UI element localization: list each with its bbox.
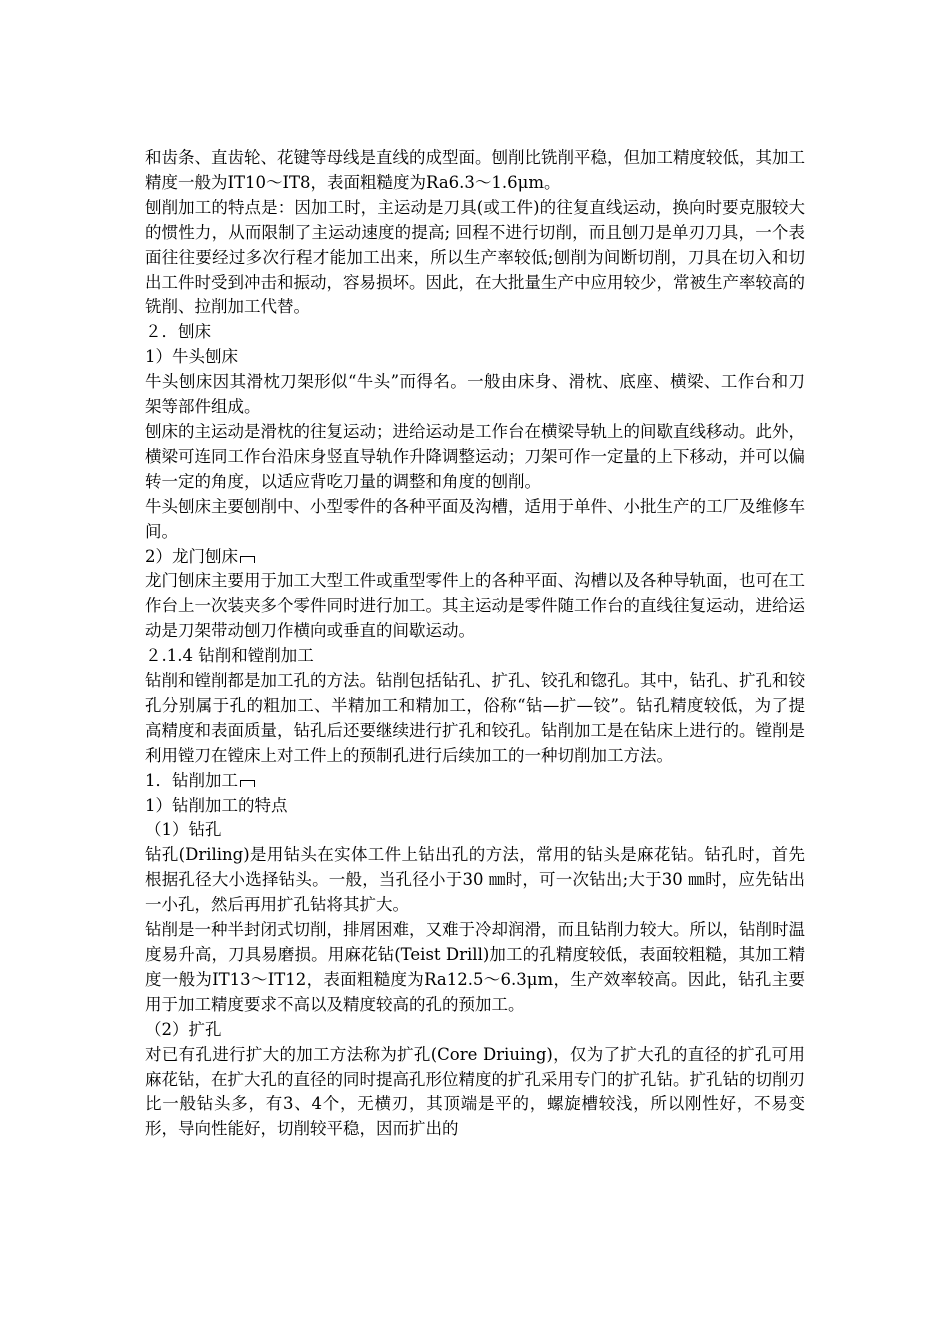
subsection-heading: 1）牛头刨床 xyxy=(145,347,238,367)
paragraph: 和齿条、直齿轮、花键等母线是直线的成型面。刨削比铣削平稳，但加工精度较低，其加工精度一般为IT10～IT8，表面粗糙度为Ra6.3～1.6μm。 xyxy=(145,148,805,192)
section-heading: ２.1.4 钻削和镗削加工 xyxy=(145,646,314,666)
paragraph-return-mark-icon xyxy=(240,556,255,563)
paragraph: 刨削加工的特点是：因加工时，主运动是刀具(或工件)的往复直线运动，换向时要克服较大的惯性力，从而限制了主运动速度的提高; 回程不进行切削，而且刨刀是单刃刀具，一个表面往往要经过多次行程才能加工出来，所以生产率较低;刨削为间断切削，刀具在切入和切出工件时受到冲击和振动，容易损坏。因此，在大批量生产中应用较少，常被生产率较高的铣削、拉削加工代替。 xyxy=(145,197,805,317)
paragraph: 钻削是一种半封闭式切削，排屑困难，又难于冷却润滑，而且钻削力较大。所以，钻削时温度易升高，刀具易磨损。用麻花钻(Teist Drill)加工的孔精度较低，表面较粗糙，其加工精度一般为IT13～IT12，表面粗糙度为Ra12.5～6.3μm，生产效率较高。因此，钻孔主要用于加工精度要求不高以及精度较高的孔的预加工。 xyxy=(145,920,805,1014)
subsection-heading: （2）扩孔 xyxy=(145,1019,222,1039)
paragraph: 龙门刨床主要用于加工大型工件或重型零件上的各种平面、沟槽以及各种导轨面，也可在工作台上一次装夹多个零件同时进行加工。其主运动是零件随工作台的直线往复运动，进给运动是刀架带动刨刀作横向或垂直的间歇运动。 xyxy=(145,571,805,641)
section-heading: 1．钻削加工 xyxy=(145,769,805,794)
paragraph: 牛头刨床因其滑枕刀架形似“牛头”而得名。一般由床身、滑枕、底座、横梁、工作台和刀架等部件组成。 xyxy=(145,372,805,417)
section-heading: ２．刨床 xyxy=(145,322,211,342)
paragraph: 钻孔(Driling)是用钻头在实体工件上钻出孔的方法，常用的钻头是麻花钻。钻孔时，首先根据孔径大小选择钻头。一般，当孔径小于30 ㎜时，可一次钻出;大于30 ㎜时，应先钻出一小孔，然后再用扩孔钻将其扩大。 xyxy=(145,845,805,915)
document-body xyxy=(145,146,805,1142)
paragraph: 刨床的主运动是滑枕的往复运动；进给运动是工作台在横梁导轨上的间歇直线移动。此外，横梁可连同工作台沿床身竖直导轨作升降调整运动；刀架可作一定量的上下移动，并可以偏转一定的角度，以适应背吃刀量的调整和角度的刨削。 xyxy=(145,421,805,491)
paragraph: 牛头刨床主要刨削中、小型零件的各种平面及沟槽，适用于单件、小批生产的工厂及维修车间。 xyxy=(145,496,805,541)
subsection-heading: 1）钻削加工的特点 xyxy=(145,795,288,815)
subsection-heading: 2）龙门刨床 xyxy=(145,545,805,570)
paragraph: 钻削和镗削都是加工孔的方法。钻削包括钻孔、扩孔、铰孔和锪孔。其中，钻孔、扩孔和铰孔分别属于孔的粗加工、半精加工和精加工，俗称“钻—扩—铰”。钻孔精度较低，为了提高精度和表面质量，钻孔后还要继续进行扩孔和铰孔。钻削加工是在钻床上进行的。镗削是利用镗刀在镗床上对工件上的预制孔进行后续加工的一种切削加工方法。 xyxy=(145,671,805,765)
paragraph-return-mark-icon xyxy=(240,780,255,787)
paragraph: 对已有孔进行扩大的加工方法称为扩孔(Core Driuing)，仅为了扩大孔的直径的扩孔可用麻花钻，在扩大孔的直径的同时提高孔形位精度的扩孔采用专门的扩孔钻。扩孔钻的切削刃比一般钻头多，有3、4个，无横刃，其顶端是平的，螺旋槽较浅，所以刚性好，不易变形，导向性能好，切削较平稳，因而扩出的 xyxy=(145,1044,805,1139)
subsection-heading: （1）钻孔 xyxy=(145,820,222,840)
